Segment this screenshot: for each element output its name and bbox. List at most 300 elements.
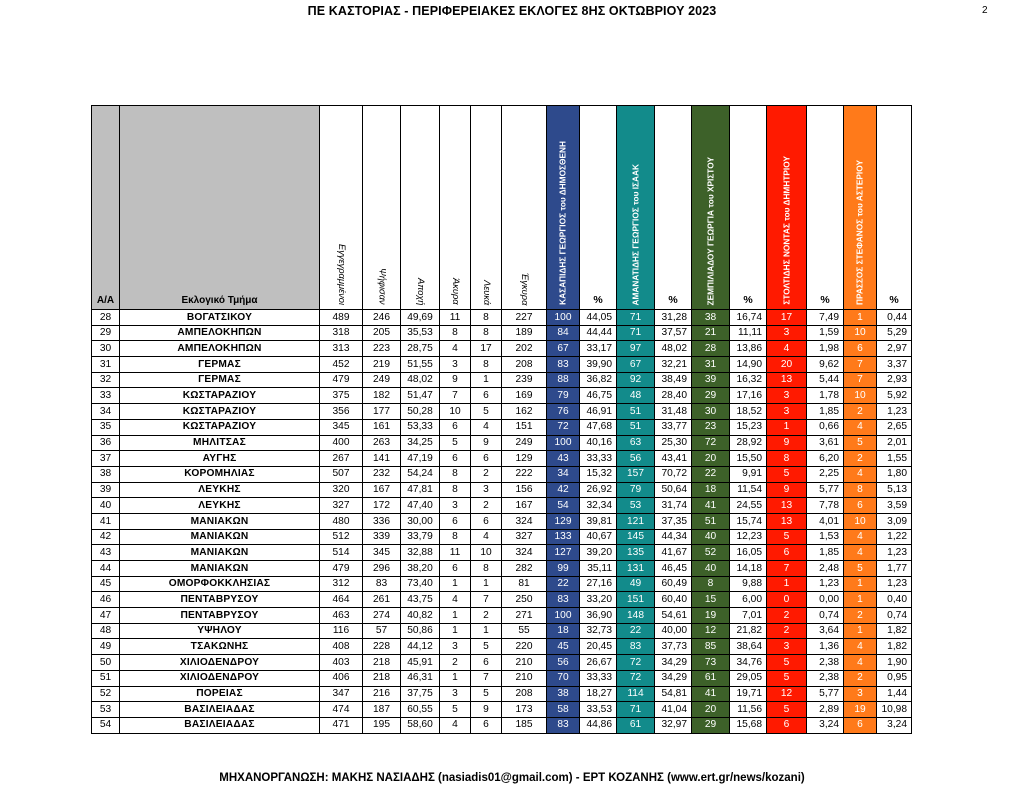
cell-candidate-1-votes: 54: [547, 498, 580, 514]
cell-candidate-5-votes: 2: [844, 451, 877, 467]
cell-aa: 53: [92, 702, 120, 718]
cell-candidate-4-pct: 1,53: [807, 529, 844, 545]
table-row: [92, 639, 912, 655]
cell-blank: 9: [471, 702, 502, 718]
header-candidate-4: [767, 106, 807, 310]
cell-candidate-4-pct: 0,74: [807, 608, 844, 624]
cell-candidate-4-votes: 3: [767, 325, 807, 341]
cell-invalid: 11: [440, 545, 471, 561]
table-row: [92, 466, 912, 482]
cell-candidate-3-pct: 15,68: [730, 717, 767, 733]
pct-2-label: %: [668, 293, 678, 306]
cell-candidate-3-votes: 18: [692, 482, 730, 498]
cell-candidate-1-pct: 46,91: [580, 404, 617, 420]
cell-invalid: 5: [440, 435, 471, 451]
cell-aa: 41: [92, 513, 120, 529]
cell-candidate-2-votes: 148: [617, 608, 655, 624]
cell-candidate-5-votes: 1: [844, 310, 877, 326]
cell-candidate-2-votes: 83: [617, 639, 655, 655]
table-row: [92, 341, 912, 357]
cell-candidate-3-votes: 20: [692, 451, 730, 467]
cell-candidate-1-votes: 83: [547, 717, 580, 733]
cell-valid: 189: [502, 325, 547, 341]
cell-aa: 32: [92, 372, 120, 388]
cell-candidate-1-votes: 99: [547, 561, 580, 577]
cell-candidate-2-votes: 71: [617, 325, 655, 341]
cell-invalid: 3: [440, 639, 471, 655]
cell-candidate-4-pct: 7,78: [807, 498, 844, 514]
cell-candidate-3-votes: 22: [692, 466, 730, 482]
cell-section: ΧΙΛΙΟΔΕΝΔΡΟΥ: [120, 670, 320, 686]
cell-candidate-4-pct: 2,38: [807, 655, 844, 671]
table-row: [92, 623, 912, 639]
cell-voted: 187: [363, 702, 401, 718]
cell-candidate-1-votes: 100: [547, 435, 580, 451]
cell-blank: 6: [471, 451, 502, 467]
cell-candidate-2-votes: 72: [617, 670, 655, 686]
cell-candidate-1-votes: 18: [547, 623, 580, 639]
cell-candidate-5-pct: 0,74: [877, 608, 912, 624]
cell-candidate-2-votes: 114: [617, 686, 655, 702]
cell-voted: 246: [363, 310, 401, 326]
cell-candidate-1-pct: 44,44: [580, 325, 617, 341]
cell-candidate-1-pct: 39,81: [580, 513, 617, 529]
cell-candidate-2-pct: 50,64: [655, 482, 692, 498]
cell-invalid: 3: [440, 498, 471, 514]
cell-candidate-3-pct: 15,74: [730, 513, 767, 529]
cell-blank: 8: [471, 357, 502, 373]
cell-candidate-2-pct: 25,30: [655, 435, 692, 451]
cell-candidate-1-pct: 33,20: [580, 592, 617, 608]
cell-aa: 51: [92, 670, 120, 686]
cell-section: ΓΕΡΜΑΣ: [120, 372, 320, 388]
cell-registered: 375: [320, 388, 363, 404]
cell-registered: 356: [320, 404, 363, 420]
cell-invalid: 8: [440, 325, 471, 341]
cell-invalid: 1: [440, 608, 471, 624]
cell-registered: 463: [320, 608, 363, 624]
header-candidate-2: [617, 106, 655, 310]
header-section-label: Εκλογικό Τμήμα: [181, 294, 258, 306]
results-table-body: [92, 310, 912, 734]
candidate-3-name: ΖΕΜΠΙΛΙΑΔΟΥ ΓΕΩΡΓΙΑ του ΧΡΙΣΤΟΥ: [704, 156, 715, 305]
cell-candidate-4-pct: 2,38: [807, 670, 844, 686]
cell-invalid: 6: [440, 451, 471, 467]
cell-candidate-3-votes: 31: [692, 357, 730, 373]
cell-voted: 232: [363, 466, 401, 482]
cell-section: ΜΑΝΙΑΚΩΝ: [120, 529, 320, 545]
cell-valid: 210: [502, 655, 547, 671]
cell-candidate-1-pct: 27,16: [580, 576, 617, 592]
cell-candidate-2-votes: 92: [617, 372, 655, 388]
cell-candidate-2-pct: 70,72: [655, 466, 692, 482]
cell-candidate-1-votes: 42: [547, 482, 580, 498]
cell-section: ΚΟΡΟΜΗΛΙΑΣ: [120, 466, 320, 482]
table-row: [92, 372, 912, 388]
table-row: [92, 576, 912, 592]
header-invalid: [440, 106, 471, 310]
cell-blank: 6: [471, 717, 502, 733]
header-abstention-label: Αποχή: [415, 277, 426, 305]
cell-candidate-2-votes: 22: [617, 623, 655, 639]
cell-candidate-3-pct: 15,50: [730, 451, 767, 467]
cell-abstention: 73,40: [401, 576, 440, 592]
cell-abstention: 51,55: [401, 357, 440, 373]
cell-aa: 34: [92, 404, 120, 420]
cell-valid: 282: [502, 561, 547, 577]
cell-invalid: 7: [440, 388, 471, 404]
header-aa: [92, 106, 120, 310]
cell-candidate-4-pct: 5,44: [807, 372, 844, 388]
cell-candidate-4-votes: 13: [767, 498, 807, 514]
cell-candidate-3-pct: 7,01: [730, 608, 767, 624]
cell-candidate-3-votes: 23: [692, 419, 730, 435]
cell-candidate-1-votes: 76: [547, 404, 580, 420]
cell-candidate-4-votes: 6: [767, 717, 807, 733]
cell-candidate-3-pct: 14,18: [730, 561, 767, 577]
cell-candidate-3-votes: 41: [692, 498, 730, 514]
cell-candidate-1-votes: 79: [547, 388, 580, 404]
cell-candidate-1-pct: 36,82: [580, 372, 617, 388]
table-row: [92, 686, 912, 702]
cell-aa: 37: [92, 451, 120, 467]
cell-section: ΚΩΣΤΑΡΑΖΙΟΥ: [120, 404, 320, 420]
header-pct-3: [730, 106, 767, 310]
cell-candidate-5-votes: 1: [844, 623, 877, 639]
cell-candidate-3-pct: 14,90: [730, 357, 767, 373]
cell-candidate-1-votes: 129: [547, 513, 580, 529]
cell-candidate-4-votes: 9: [767, 435, 807, 451]
cell-aa: 36: [92, 435, 120, 451]
table-row: [92, 404, 912, 420]
table-row: [92, 388, 912, 404]
cell-abstention: 46,31: [401, 670, 440, 686]
cell-candidate-5-pct: 3,59: [877, 498, 912, 514]
cell-candidate-4-votes: 20: [767, 357, 807, 373]
cell-candidate-5-votes: 1: [844, 576, 877, 592]
cell-candidate-1-pct: 47,68: [580, 419, 617, 435]
cell-candidate-3-pct: 13,86: [730, 341, 767, 357]
cell-candidate-2-pct: 40,00: [655, 623, 692, 639]
cell-candidate-2-votes: 71: [617, 702, 655, 718]
cell-candidate-5-pct: 0,95: [877, 670, 912, 686]
cell-voted: 219: [363, 357, 401, 373]
cell-candidate-4-votes: 5: [767, 702, 807, 718]
cell-candidate-2-votes: 71: [617, 310, 655, 326]
cell-blank: 6: [471, 388, 502, 404]
cell-valid: 173: [502, 702, 547, 718]
cell-candidate-4-votes: 12: [767, 686, 807, 702]
cell-registered: 313: [320, 341, 363, 357]
cell-aa: 39: [92, 482, 120, 498]
cell-valid: 208: [502, 357, 547, 373]
cell-section: ΜΑΝΙΑΚΩΝ: [120, 513, 320, 529]
cell-candidate-5-pct: 5,92: [877, 388, 912, 404]
cell-candidate-1-votes: 127: [547, 545, 580, 561]
cell-abstention: 34,25: [401, 435, 440, 451]
cell-candidate-1-votes: 84: [547, 325, 580, 341]
cell-candidate-4-votes: 5: [767, 529, 807, 545]
cell-candidate-1-votes: 56: [547, 655, 580, 671]
cell-valid: 208: [502, 686, 547, 702]
cell-candidate-5-votes: 4: [844, 529, 877, 545]
cell-blank: 1: [471, 576, 502, 592]
cell-candidate-1-pct: 44,05: [580, 310, 617, 326]
cell-abstention: 33,79: [401, 529, 440, 545]
cell-candidate-3-pct: 24,55: [730, 498, 767, 514]
table-row: [92, 435, 912, 451]
cell-candidate-3-pct: 16,32: [730, 372, 767, 388]
cell-aa: 44: [92, 561, 120, 577]
cell-candidate-5-votes: 4: [844, 419, 877, 435]
cell-candidate-5-pct: 3,24: [877, 717, 912, 733]
cell-candidate-4-pct: 5,77: [807, 482, 844, 498]
cell-candidate-2-votes: 51: [617, 404, 655, 420]
cell-invalid: 5: [440, 702, 471, 718]
cell-candidate-5-votes: 4: [844, 466, 877, 482]
cell-candidate-1-votes: 22: [547, 576, 580, 592]
cell-voted: 167: [363, 482, 401, 498]
cell-valid: 55: [502, 623, 547, 639]
cell-invalid: 6: [440, 419, 471, 435]
cell-section: ΒΑΣΙΛΕΙΑΔΑΣ: [120, 717, 320, 733]
cell-candidate-2-votes: 67: [617, 357, 655, 373]
cell-aa: 28: [92, 310, 120, 326]
cell-voted: 216: [363, 686, 401, 702]
cell-candidate-5-pct: 1,22: [877, 529, 912, 545]
cell-blank: 4: [471, 529, 502, 545]
cell-candidate-3-votes: 21: [692, 325, 730, 341]
cell-aa: 52: [92, 686, 120, 702]
cell-aa: 29: [92, 325, 120, 341]
cell-candidate-5-pct: 1,23: [877, 404, 912, 420]
cell-blank: 7: [471, 592, 502, 608]
cell-blank: 6: [471, 655, 502, 671]
cell-candidate-2-votes: 72: [617, 655, 655, 671]
cell-aa: 47: [92, 608, 120, 624]
cell-candidate-4-votes: 13: [767, 513, 807, 529]
cell-candidate-3-pct: 18,52: [730, 404, 767, 420]
cell-candidate-1-pct: 33,33: [580, 451, 617, 467]
cell-candidate-3-votes: 15: [692, 592, 730, 608]
cell-candidate-4-votes: 5: [767, 670, 807, 686]
cell-candidate-1-votes: 88: [547, 372, 580, 388]
cell-candidate-5-votes: 10: [844, 388, 877, 404]
cell-blank: 1: [471, 623, 502, 639]
cell-blank: 17: [471, 341, 502, 357]
cell-candidate-2-votes: 56: [617, 451, 655, 467]
cell-invalid: 8: [440, 482, 471, 498]
header-pct-4: [807, 106, 844, 310]
cell-candidate-4-votes: 2: [767, 623, 807, 639]
cell-candidate-3-votes: 28: [692, 341, 730, 357]
cell-candidate-1-votes: 100: [547, 608, 580, 624]
header-blank: [471, 106, 502, 310]
cell-abstention: 44,12: [401, 639, 440, 655]
cell-candidate-5-pct: 2,93: [877, 372, 912, 388]
cell-section: ΒΑΣΙΛΕΙΑΔΑΣ: [120, 702, 320, 718]
cell-candidate-5-votes: 7: [844, 372, 877, 388]
cell-section: ΓΕΡΜΑΣ: [120, 357, 320, 373]
cell-candidate-3-votes: 85: [692, 639, 730, 655]
cell-candidate-5-votes: 2: [844, 608, 877, 624]
cell-candidate-5-pct: 1,55: [877, 451, 912, 467]
cell-candidate-4-pct: 1,23: [807, 576, 844, 592]
cell-candidate-3-votes: 72: [692, 435, 730, 451]
header-aa-label: Α/Α: [96, 294, 115, 306]
cell-blank: 4: [471, 419, 502, 435]
cell-voted: 263: [363, 435, 401, 451]
table-row: [92, 561, 912, 577]
cell-candidate-4-pct: 1,59: [807, 325, 844, 341]
cell-candidate-1-pct: 15,32: [580, 466, 617, 482]
cell-abstention: 35,53: [401, 325, 440, 341]
cell-candidate-1-votes: 70: [547, 670, 580, 686]
cell-candidate-3-pct: 28,92: [730, 435, 767, 451]
cell-registered: 452: [320, 357, 363, 373]
cell-candidate-5-pct: 10,98: [877, 702, 912, 718]
cell-candidate-2-pct: 43,41: [655, 451, 692, 467]
candidate-1-name: ΚΑΣΑΠΙΔΗΣ ΓΕΩΡΓΙΟΣ του ΔΗΜΟΣΘΕΝΗ: [557, 141, 568, 305]
cell-registered: 479: [320, 561, 363, 577]
cell-voted: 218: [363, 655, 401, 671]
table-row: [92, 655, 912, 671]
cell-invalid: 1: [440, 670, 471, 686]
cell-blank: 8: [471, 310, 502, 326]
cell-abstention: 54,24: [401, 466, 440, 482]
cell-aa: 35: [92, 419, 120, 435]
cell-registered: 267: [320, 451, 363, 467]
cell-registered: 347: [320, 686, 363, 702]
cell-abstention: 47,40: [401, 498, 440, 514]
cell-section: ΛΕΥΚΗΣ: [120, 498, 320, 514]
cell-valid: 167: [502, 498, 547, 514]
cell-candidate-4-pct: 9,62: [807, 357, 844, 373]
cell-candidate-4-pct: 0,66: [807, 419, 844, 435]
cell-candidate-1-votes: 34: [547, 466, 580, 482]
cell-abstention: 30,00: [401, 513, 440, 529]
cell-voted: 261: [363, 592, 401, 608]
cell-valid: 185: [502, 717, 547, 733]
cell-candidate-4-pct: 3,61: [807, 435, 844, 451]
table-row: [92, 545, 912, 561]
document-footer: ΜΗΧΑΝΟΡΓΑΝΩΣΗ: ΜΑΚΗΣ ΝΑΣΙΑΔΗΣ (nasiadis01@gmail.com) - ΕΡΤ ΚΟΖΑΝΗΣ (www.ert.gr/news/kozani): [219, 772, 805, 784]
cell-invalid: 4: [440, 341, 471, 357]
table-row: [92, 325, 912, 341]
cell-candidate-2-pct: 31,74: [655, 498, 692, 514]
cell-candidate-5-pct: 1,23: [877, 545, 912, 561]
cell-valid: 151: [502, 419, 547, 435]
header-valid-label: Έγκυρα: [519, 272, 530, 305]
cell-registered: 512: [320, 529, 363, 545]
cell-candidate-3-votes: 30: [692, 404, 730, 420]
cell-invalid: 4: [440, 717, 471, 733]
cell-candidate-2-pct: 28,40: [655, 388, 692, 404]
table-row: [92, 357, 912, 373]
cell-invalid: 9: [440, 372, 471, 388]
cell-candidate-2-votes: 151: [617, 592, 655, 608]
cell-section: ΥΨΗΛΟΥ: [120, 623, 320, 639]
cell-candidate-1-pct: 26,67: [580, 655, 617, 671]
cell-candidate-2-pct: 34,29: [655, 655, 692, 671]
cell-voted: 274: [363, 608, 401, 624]
cell-candidate-2-votes: 49: [617, 576, 655, 592]
cell-valid: 202: [502, 341, 547, 357]
cell-aa: 46: [92, 592, 120, 608]
cell-candidate-3-votes: 40: [692, 561, 730, 577]
cell-candidate-4-votes: 0: [767, 592, 807, 608]
cell-section: ΧΙΛΙΟΔΕΝΔΡΟΥ: [120, 655, 320, 671]
cell-invalid: 3: [440, 357, 471, 373]
cell-blank: 8: [471, 561, 502, 577]
cell-candidate-5-votes: 19: [844, 702, 877, 718]
cell-voted: 177: [363, 404, 401, 420]
cell-candidate-5-votes: 8: [844, 482, 877, 498]
cell-abstention: 47,81: [401, 482, 440, 498]
cell-valid: 169: [502, 388, 547, 404]
cell-candidate-5-pct: 0,40: [877, 592, 912, 608]
results-table: [91, 105, 912, 734]
cell-candidate-1-votes: 72: [547, 419, 580, 435]
cell-candidate-3-votes: 29: [692, 388, 730, 404]
cell-valid: 239: [502, 372, 547, 388]
cell-candidate-1-pct: 32,73: [580, 623, 617, 639]
cell-candidate-1-pct: 32,34: [580, 498, 617, 514]
header-blank-label: Λευκά: [481, 279, 492, 305]
cell-candidate-1-pct: 18,27: [580, 686, 617, 702]
document-title: ΠΕ ΚΑΣΤΟΡΙΑΣ - ΠΕΡΙΦΕΡΕΙΑΚΕΣ ΕΚΛΟΓΕΣ 8ΗΣ ΟΚΤΩΒΡΙΟΥ 2023: [307, 4, 717, 18]
cell-candidate-2-pct: 31,48: [655, 404, 692, 420]
cell-candidate-2-votes: 131: [617, 561, 655, 577]
cell-candidate-2-pct: 38,49: [655, 372, 692, 388]
cell-blank: 1: [471, 372, 502, 388]
cell-candidate-3-votes: 38: [692, 310, 730, 326]
cell-registered: 464: [320, 592, 363, 608]
cell-candidate-4-pct: 2,25: [807, 466, 844, 482]
cell-candidate-2-pct: 37,73: [655, 639, 692, 655]
cell-candidate-5-pct: 2,97: [877, 341, 912, 357]
cell-registered: 327: [320, 498, 363, 514]
cell-registered: 408: [320, 639, 363, 655]
cell-candidate-4-votes: 3: [767, 404, 807, 420]
header-candidate-5: [844, 106, 877, 310]
cell-registered: 116: [320, 623, 363, 639]
cell-voted: 172: [363, 498, 401, 514]
header-section: [120, 106, 320, 310]
cell-abstention: 58,60: [401, 717, 440, 733]
cell-candidate-2-pct: 31,28: [655, 310, 692, 326]
cell-candidate-5-votes: 5: [844, 561, 877, 577]
cell-candidate-2-pct: 60,49: [655, 576, 692, 592]
cell-voted: 195: [363, 717, 401, 733]
cell-candidate-2-votes: 121: [617, 513, 655, 529]
cell-candidate-5-pct: 2,65: [877, 419, 912, 435]
cell-voted: 182: [363, 388, 401, 404]
cell-candidate-2-pct: 54,61: [655, 608, 692, 624]
cell-candidate-3-pct: 17,16: [730, 388, 767, 404]
cell-candidate-5-pct: 1,82: [877, 623, 912, 639]
cell-valid: 81: [502, 576, 547, 592]
cell-candidate-3-pct: 9,91: [730, 466, 767, 482]
cell-abstention: 48,02: [401, 372, 440, 388]
cell-voted: 161: [363, 419, 401, 435]
cell-candidate-1-pct: 39,90: [580, 357, 617, 373]
cell-aa: 49: [92, 639, 120, 655]
cell-candidate-3-pct: 6,00: [730, 592, 767, 608]
cell-invalid: 2: [440, 655, 471, 671]
cell-voted: 336: [363, 513, 401, 529]
cell-candidate-1-votes: 133: [547, 529, 580, 545]
